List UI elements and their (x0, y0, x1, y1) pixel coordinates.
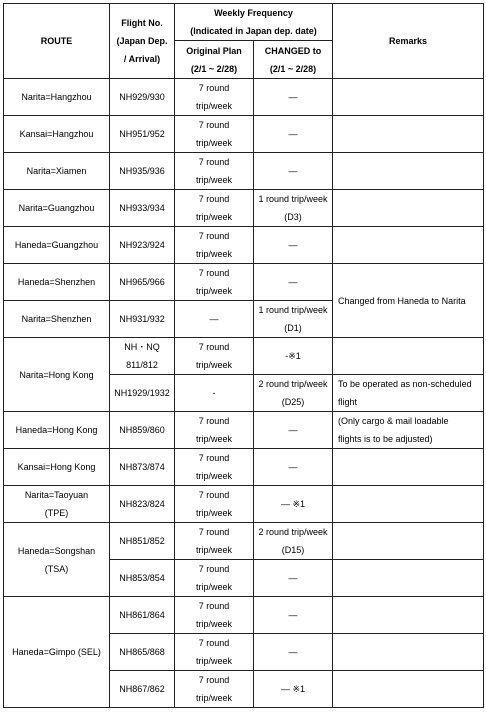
remarks-cell (333, 597, 484, 634)
remarks-cell (333, 227, 484, 264)
table-row (4, 79, 484, 116)
changed-cell: 1 round trip/week (D1) (254, 301, 333, 338)
flight-cell: NH965/966 (110, 264, 175, 301)
changed-cell: 2 round trip/week (D15) (254, 523, 333, 560)
flight-cell: NH867/862 (110, 671, 175, 708)
remarks-cell (333, 671, 484, 708)
route-cell: Kansai=Hong Kong (4, 449, 110, 486)
changed-cell: — (254, 560, 333, 597)
changed-cell: — (254, 449, 333, 486)
original-cell: 7 round trip/week (175, 153, 254, 190)
route-cell: Kansai=Hangzhou (4, 116, 110, 153)
route-cell: Narita=Guangzhou (4, 190, 110, 227)
changed-cell: — (254, 227, 333, 264)
flight-cell: NH859/860 (110, 412, 175, 449)
table-row (4, 523, 484, 560)
changed-cell: — (254, 634, 333, 671)
original-cell: 7 round trip/week (175, 634, 254, 671)
changed-cell: — (254, 153, 333, 190)
changed-cell: — (254, 597, 333, 634)
flight-cell: NH929/930 (110, 79, 175, 116)
flight-cell: NH823/824 (110, 486, 175, 523)
remarks-cell (333, 190, 484, 227)
changed-cell: -※1 (254, 338, 333, 375)
route-cell: Narita=Shenzhen (4, 301, 110, 338)
route-cell: Haneda=Guangzhou (4, 227, 110, 264)
route-cell: Narita=Hong Kong (4, 338, 110, 412)
original-cell: 7 round trip/week (175, 449, 254, 486)
remark-cargo: (Only cargo & mail loadable flights is to be adjusted) (333, 412, 484, 449)
route-cell: Haneda=Gimpo (SEL) (4, 597, 110, 708)
original-cell: 7 round trip/week (175, 190, 254, 227)
flight-cell: NH951/952 (110, 116, 175, 153)
flight-cell: NH873/874 (110, 449, 175, 486)
table-row (4, 227, 484, 264)
header-weekly-frequency: Weekly Frequency (Indicated in Japan dep. date) (175, 4, 333, 41)
original-cell: 7 round trip/week (175, 79, 254, 116)
original-cell: 7 round trip/week (175, 227, 254, 264)
header-remarks: Remarks (333, 4, 484, 79)
table-row (4, 116, 484, 153)
changed-cell: 2 round trip/week (D25) (254, 375, 333, 412)
original-cell: 7 round trip/week (175, 560, 254, 597)
table-row (4, 597, 484, 634)
changed-cell: — (254, 412, 333, 449)
remarks-cell (333, 116, 484, 153)
table-row (4, 412, 484, 449)
flight-cell: NH935/936 (110, 153, 175, 190)
flight-cell: NH853/854 (110, 560, 175, 597)
original-cell: - (175, 375, 254, 412)
changed-cell: — (254, 79, 333, 116)
header-flight-no: Flight No. (Japan Dep. / Arrival) (110, 4, 175, 79)
table-row (4, 338, 484, 375)
changed-cell: 1 round trip/week (D3) (254, 190, 333, 227)
remarks-cell (333, 486, 484, 523)
changed-cell: — (254, 264, 333, 301)
remarks-cell (333, 79, 484, 116)
header-route: ROUTE (4, 4, 110, 79)
original-cell: 7 round trip/week (175, 486, 254, 523)
remarks-cell (333, 449, 484, 486)
flight-cell: NH1929/1932 (110, 375, 175, 412)
route-cell: Haneda=Shenzhen (4, 264, 110, 301)
table-row (4, 264, 484, 301)
remark-nonscheduled: To be operated as non-scheduled flight (333, 375, 484, 412)
flight-cell: NH・NQ 811/812 (110, 338, 175, 375)
original-cell: 7 round trip/week (175, 412, 254, 449)
flight-cell: NH851/852 (110, 523, 175, 560)
table-row (4, 153, 484, 190)
flight-cell: NH865/868 (110, 634, 175, 671)
flight-frequency-table (3, 3, 484, 708)
route-cell: Narita=Xiamen (4, 153, 110, 190)
route-cell: Haneda=Songshan (TSA) (4, 523, 110, 597)
flight-cell: NH931/932 (110, 301, 175, 338)
flight-cell: NH861/864 (110, 597, 175, 634)
route-cell: Narita=Taoyuan (TPE) (4, 486, 110, 523)
original-cell: 7 round trip/week (175, 116, 254, 153)
remarks-cell (333, 523, 484, 560)
route-cell: Narita=Hangzhou (4, 79, 110, 116)
flight-cell: NH923/924 (110, 227, 175, 264)
remarks-cell (333, 560, 484, 597)
original-cell: 7 round trip/week (175, 338, 254, 375)
remarks-cell (333, 153, 484, 190)
remark-shenzhen: Changed from Haneda to Narita (333, 264, 484, 338)
remarks-cell (333, 338, 484, 375)
remarks-cell (333, 634, 484, 671)
table-row (4, 449, 484, 486)
original-cell: 7 round trip/week (175, 597, 254, 634)
original-cell: 7 round trip/week (175, 264, 254, 301)
original-cell: 7 round trip/week (175, 671, 254, 708)
flight-cell: NH933/934 (110, 190, 175, 227)
route-cell: Haneda=Hong Kong (4, 412, 110, 449)
original-cell: 7 round trip/week (175, 523, 254, 560)
header-changed-to: CHANGED to (2/1 ~ 2/28) (254, 41, 333, 79)
changed-cell: — ※1 (254, 486, 333, 523)
table-row (4, 486, 484, 523)
table-row (4, 190, 484, 227)
changed-cell: — ※1 (254, 671, 333, 708)
header-original-plan: Original Plan (2/1 ~ 2/28) (175, 41, 254, 79)
original-cell: — (175, 301, 254, 338)
changed-cell: — (254, 116, 333, 153)
